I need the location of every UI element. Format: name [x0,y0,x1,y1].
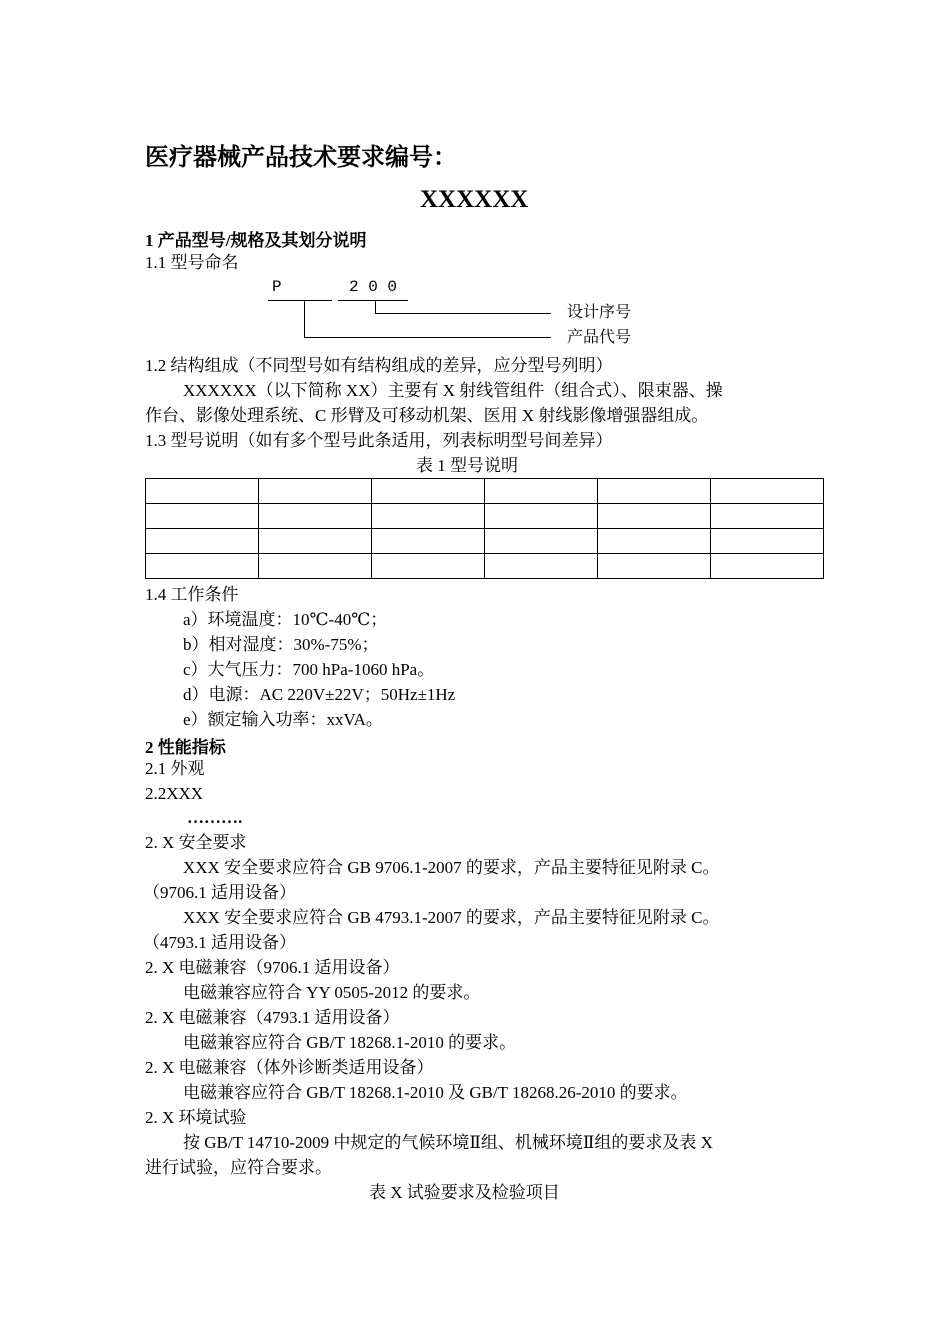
page-title: 医疗器械产品技术要求编号： [145,142,457,171]
safety-paragraph-1-note: （9706.1 适用设备） [143,883,296,902]
table-x-caption: 表 X 试验要求及检验项目 [369,1183,560,1202]
digits-underline [338,300,408,301]
document-number: XXXXXX [420,186,529,213]
emc-heading-2: 2. X 电磁兼容（4793.1 适用设备） [145,1008,400,1027]
letter-underline [268,300,332,301]
section-1-heading: 1 产品型号/规格及其划分说明 [145,231,367,250]
safety-heading: 2. X 安全要求 [145,833,247,852]
condition-e: e）额定输入功率：xxVA。 [183,710,383,729]
section-1-3-heading: 1.3 型号说明（如有多个型号此条适用，列表标明型号间差异） [145,431,613,450]
section-2-heading: 2 性能指标 [145,738,226,757]
environment-heading: 2. X 环境试验 [145,1108,247,1127]
section-1-1-heading: 1.1 型号命名 [145,253,239,272]
safety-paragraph-1: XXX 安全要求应符合 GB 9706.1-2007 的要求，产品主要特征见附录 C。 [183,858,720,877]
safety-paragraph-2: XXX 安全要求应符合 GB 4793.1-2007 的要求，产品主要特征见附录 C。 [183,908,720,927]
condition-d: d）电源：AC 220V±22V；50Hz±1Hz [183,685,456,704]
emc-paragraph-3: 电磁兼容应符合 GB/T 18268.1-2010 及 GB/T 18268.26-2010 的要求。 [183,1083,688,1102]
design-bracket-vertical [375,300,376,313]
model-letter: P [272,278,282,296]
emc-heading-3: 2. X 电磁兼容（体外诊断类适用设备） [145,1058,434,1077]
section-1-2-heading: 1.2 结构组成（不同型号如有结构组成的差异，应分型号列明） [145,356,613,375]
environment-paragraph-line-2: 进行试验，应符合要求。 [145,1158,332,1177]
label-design-number: 设计序号 [567,304,632,321]
structure-paragraph-line-2: 作台、影像处理系统、C 形臂及可移动机架、医用 X 射线影像增强器组成。 [145,406,709,425]
section-2-2-heading: 2.2XXX [145,784,204,803]
model-digits: 2 0 0 [349,278,398,296]
label-product-code: 产品代号 [567,329,632,346]
model-table [145,478,824,579]
condition-c: c）大气压力：700 hPa-1060 hPa。 [183,660,435,679]
design-bracket-horizontal [375,313,551,314]
ellipsis: ………. [187,808,243,827]
structure-paragraph-line-1: XXXXXX（以下简称 XX）主要有 X 射线管组件（组合式）、限束器、操 [183,381,723,400]
emc-heading-1: 2. X 电磁兼容（9706.1 适用设备） [145,958,400,977]
product-bracket-vertical [304,300,305,337]
condition-b: b）相对湿度：30%-75%； [183,635,379,654]
emc-paragraph-1: 电磁兼容应符合 YY 0505-2012 的要求。 [183,983,481,1002]
safety-paragraph-2-note: （4793.1 适用设备） [143,933,296,952]
product-bracket-horizontal [304,337,551,338]
condition-a: a）环境温度：10℃-40℃； [183,610,388,629]
section-1-4-heading: 1.4 工作条件 [145,585,239,604]
emc-paragraph-2: 电磁兼容应符合 GB/T 18268.1-2010 的要求。 [183,1033,517,1052]
table-row [146,504,824,529]
table-row [146,554,824,579]
section-2-1-heading: 2.1 外观 [145,759,205,778]
environment-paragraph-line-1: 按 GB/T 14710-2009 中规定的气候环境Ⅱ组、机械环境Ⅱ组的要求及表 X [183,1133,713,1152]
table-row [146,479,824,504]
table-1-caption: 表 1 型号说明 [416,456,518,475]
table-row [146,529,824,554]
